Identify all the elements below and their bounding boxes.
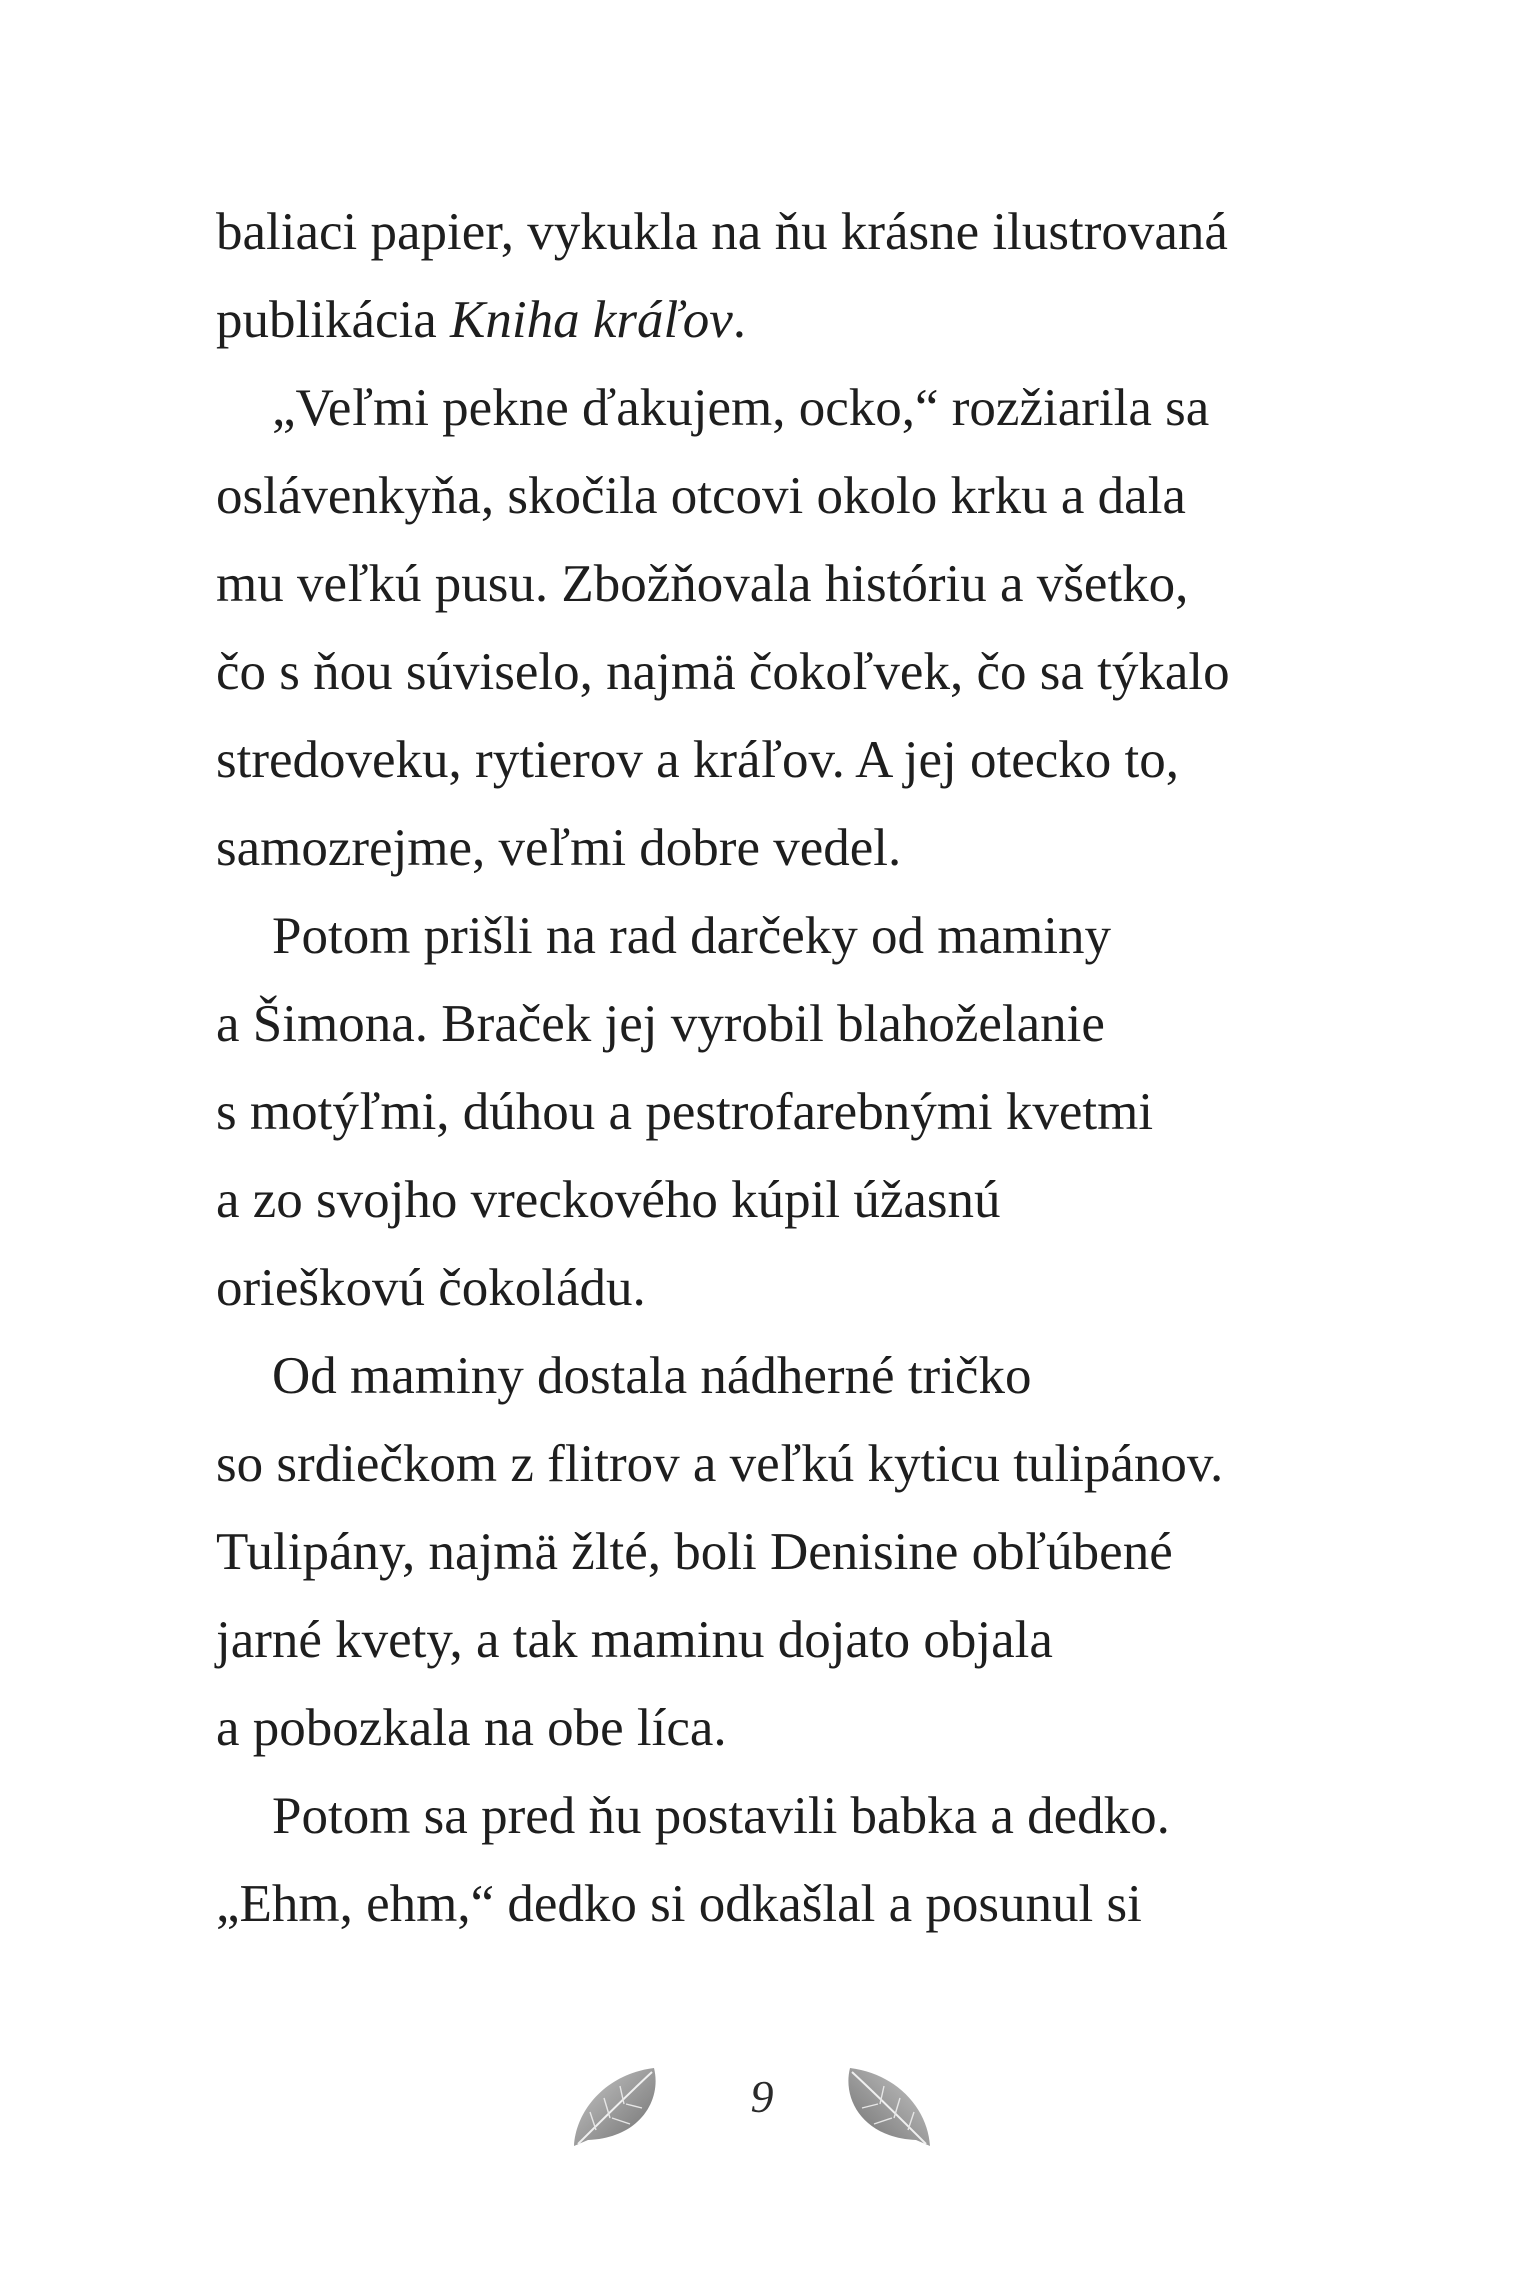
text-line: samozrejme, veľmi dobre vedel. (216, 819, 902, 877)
leaf-icon (566, 2060, 666, 2155)
text-line: Potom sa pred ňu postavili babka a dedko. (272, 1787, 1170, 1845)
text-line: a Šimona. Braček jej vyrobil blahoželanie (216, 995, 1105, 1053)
text-segment: publikácia (216, 291, 450, 349)
page-number: 9 (750, 2071, 774, 2122)
text-line: baliaci papier, vykukla na ňu krásne ilustrovaná (216, 203, 1228, 261)
book-title: Kniha kráľov (450, 291, 733, 349)
text-line: stredoveku, rytierov a kráľov. A jej otecko to, (216, 731, 1180, 789)
page-footer (0, 2060, 1524, 2180)
text-line (216, 291, 747, 349)
text-line: a zo svojho vreckového kúpil úžasnú (216, 1171, 1001, 1229)
text-line: jarné kvety, a tak maminu dojato objala (216, 1611, 1053, 1669)
text-line: Od maminy dostala nádherné tričko (272, 1347, 1032, 1405)
text-line: čo s ňou súviselo, najmä čokoľvek, čo sa týkalo (216, 643, 1230, 701)
text-line: „Ehm, ehm,“ dedko si odkašlal a posunul si (216, 1875, 1142, 1933)
text-line: mu veľkú pusu. Zbožňovala históriu a všetko, (216, 555, 1189, 613)
text-line: Tulipány, najmä žlté, boli Denisine obľúbené (216, 1523, 1173, 1581)
text-line: a pobozkala na obe líca. (216, 1699, 727, 1757)
text-line: oslávenkyňa, skočila otcovi okolo krku a dala (216, 467, 1186, 525)
leaf-icon (838, 2060, 938, 2155)
text-line: Potom prišli na rad darčeky od maminy (272, 907, 1111, 965)
text-line: „Veľmi pekne ďakujem, ocko,“ rozžiarila sa (272, 379, 1210, 437)
text-line: orieškovú čokoládu. (216, 1259, 646, 1317)
text-line: so srdiečkom z flitrov a veľkú kyticu tulipánov. (216, 1435, 1224, 1493)
text-segment: . (732, 291, 747, 349)
text-line: s motýľmi, dúhou a pestrofarebnými kvetmi (216, 1083, 1154, 1141)
